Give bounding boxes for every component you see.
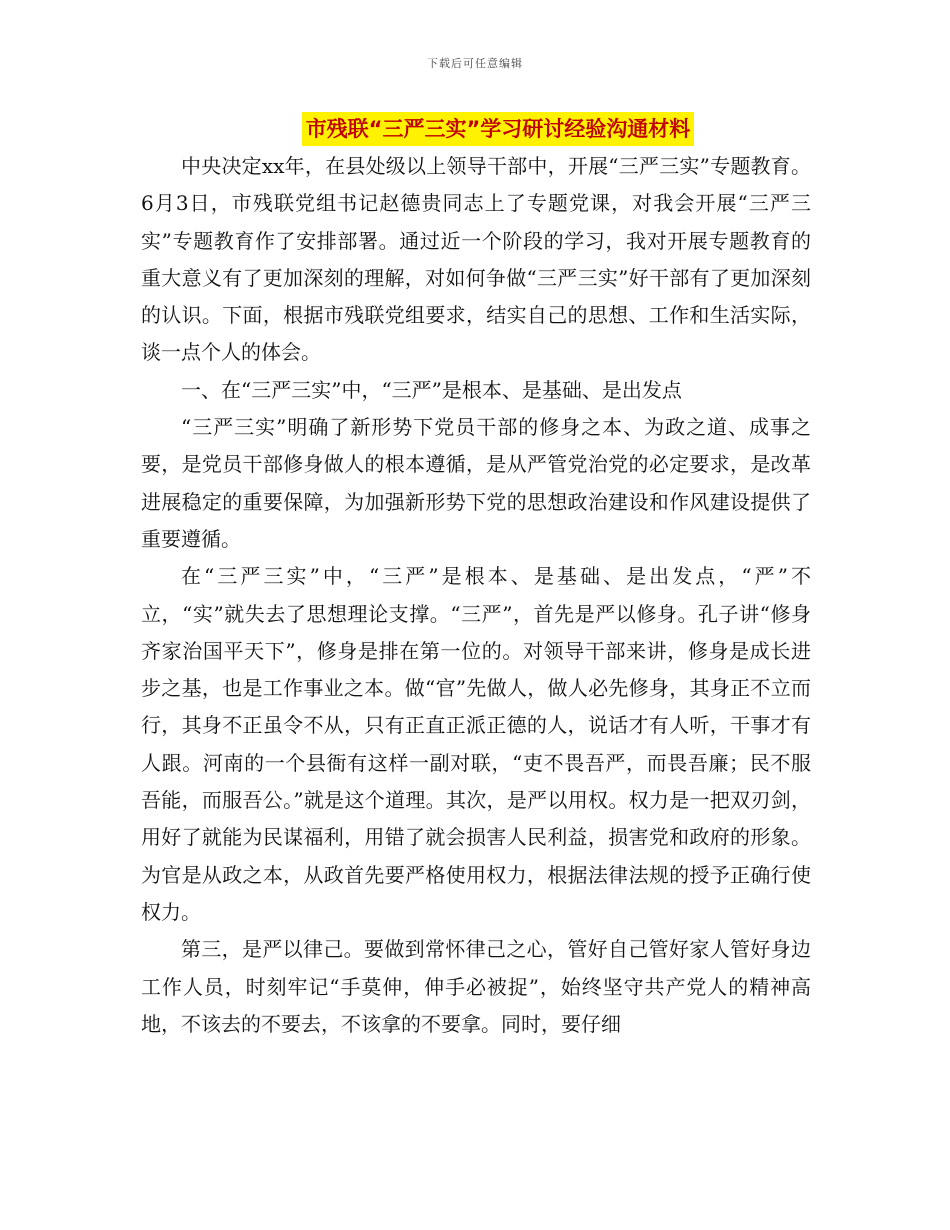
title-container: [0, 112, 950, 146]
document-body: [141, 148, 811, 1043]
paragraph-three-strict: “三严三实”明确了新形势下党员干部的修身之本、为政之道、成事之要，是党员干部修身做人的根本遵循，是从严管党治党的必定要求，是改革进展稳定的重要保障，为加强新形势下党的思想政治建设和作风建设提供了重要遵循。: [141, 415, 811, 551]
document-title: 市残联“三严三实”学习研讨经验沟通材料: [302, 112, 695, 146]
header-note: 下载后可任意编辑: [427, 57, 523, 70]
section-heading-1: 一、在“三严三实”中，“三严”是根本、是基础、是出发点: [181, 377, 682, 402]
paragraph-self-cultivation: 在“三严三实”中，“三严”是根本、是基础、是出发点，“严”不立，“实”就失去了思想理论支撑。“三严”，首先是严以修身。孔子讲“修身齐家治国平天下”，修身是排在第一位的。对领导干部来讲，修身是成长进步之基，也是工作事业之本。做“官”先做人，做人必先修身，其身正不立而行，其身不正虽令不从，只有正直正派正德的人，说话才有人听，干事才有人跟。河南的一个县衙有这样一副对联，“吏不畏吾严，而畏吾廉；民不服吾能，而服吾公。”就是这个道理。其次，是严以用权。权力是一把双刃剑，用好了就能为民谋福利，用错了就会损害人民利益，损害党和政府的形象。为官是从政之本，从政首先要严格使用权力，根据法律法规的授予正确行使权力。: [141, 564, 811, 924]
paragraph-self-discipline: 第三，是严以律己。要做到常怀律己之心，管好自己管好家人管好身边工作人员，时刻牢记“手莫伸，伸手必被捉”，始终坚守共产党人的精神高地，不该去的不要去，不该拿的不要拿。同时，要仔细: [141, 937, 811, 1036]
paragraph-intro: 中央决定xx年，在县处级以上领导干部中，开展“三严三实”专题教育。6月3日，市残联党组书记赵德贵同志上了专题党课，对我会开展“三严三实”专题教育作了安排部署。通过近一个阶段的学习，我对开展专题教育的重大意义有了更加深刻的理解，对如何争做“三严三实”好干部有了更加深刻的认识。下面，根据市残联党组要求，结实自己的思想、工作和生活实际，谈一点个人的体会。: [141, 154, 811, 365]
